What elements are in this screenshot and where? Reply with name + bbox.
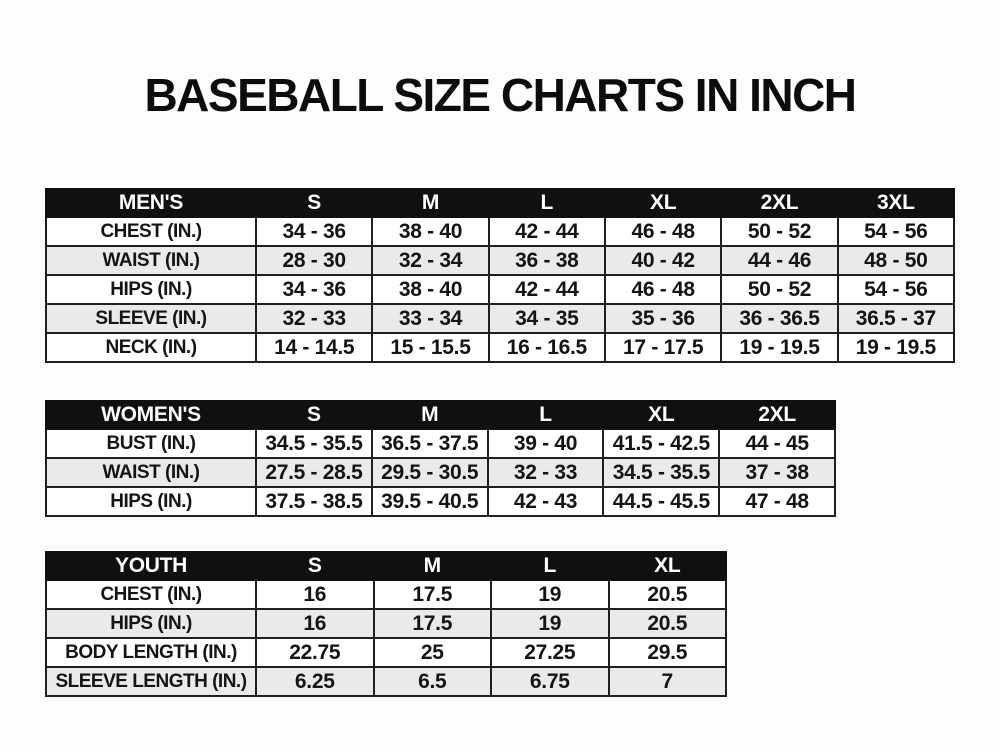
size-column-header-xl: XL xyxy=(609,552,727,580)
size-value: 37 - 38 xyxy=(719,458,835,487)
page-title: BASEBALL SIZE CHARTS IN INCH xyxy=(144,69,856,121)
size-value: 16 xyxy=(256,609,374,638)
size-value: 54 - 56 xyxy=(838,275,954,304)
measurement-label: CHEST (IN.) xyxy=(46,580,256,609)
size-value: 37.5 - 38.5 xyxy=(256,487,372,516)
womens-size-chart-section xyxy=(45,400,836,517)
size-value: 17.5 xyxy=(374,580,492,609)
size-value: 6.75 xyxy=(491,667,609,696)
size-value: 44.5 - 45.5 xyxy=(603,487,719,516)
size-value: 19 - 19.5 xyxy=(721,333,837,362)
size-value: 54 - 56 xyxy=(838,217,954,246)
size-column-header-m: M xyxy=(372,189,488,217)
size-value: 17 - 17.5 xyxy=(605,333,721,362)
size-value: 44 - 46 xyxy=(721,246,837,275)
youth-size-table xyxy=(45,551,727,697)
size-value: 36 - 38 xyxy=(489,246,605,275)
size-value: 44 - 45 xyxy=(719,429,835,458)
size-value: 16 xyxy=(256,580,374,609)
youth-table-title: YOUTH xyxy=(46,552,256,580)
table-row xyxy=(46,275,954,304)
size-value: 36.5 - 37.5 xyxy=(372,429,488,458)
size-value: 29.5 xyxy=(609,638,727,667)
size-value: 35 - 36 xyxy=(605,304,721,333)
table-row xyxy=(46,429,835,458)
size-value: 42 - 44 xyxy=(489,217,605,246)
size-value: 20.5 xyxy=(609,580,727,609)
table-row xyxy=(46,487,835,516)
size-value: 38 - 40 xyxy=(372,217,488,246)
table-row xyxy=(46,638,726,667)
womens-table-title: WOMEN'S xyxy=(46,401,256,429)
measurement-label: WAIST (IN.) xyxy=(46,246,256,275)
measurement-label: WAIST (IN.) xyxy=(46,458,256,487)
size-column-header-l: L xyxy=(488,401,604,429)
size-value: 46 - 48 xyxy=(605,217,721,246)
size-value: 41.5 - 42.5 xyxy=(603,429,719,458)
size-value: 19 xyxy=(491,609,609,638)
size-column-header-2xl: 2XL xyxy=(721,189,837,217)
size-column-header-3xl: 3XL xyxy=(838,189,954,217)
size-value: 46 - 48 xyxy=(605,275,721,304)
size-value: 7 xyxy=(609,667,727,696)
size-value: 48 - 50 xyxy=(838,246,954,275)
size-value: 27.25 xyxy=(491,638,609,667)
size-value: 42 - 43 xyxy=(488,487,604,516)
size-column-header-s: S xyxy=(256,552,374,580)
size-value: 22.75 xyxy=(256,638,374,667)
table-row xyxy=(46,667,726,696)
measurement-label: HIPS (IN.) xyxy=(46,609,256,638)
size-value: 19 xyxy=(491,580,609,609)
size-column-header-s: S xyxy=(256,189,372,217)
measurement-label: CHEST (IN.) xyxy=(46,217,256,246)
size-value: 6.25 xyxy=(256,667,374,696)
size-value: 6.5 xyxy=(374,667,492,696)
measurement-label: BODY LENGTH (IN.) xyxy=(46,638,256,667)
mens-size-table xyxy=(45,188,955,363)
size-value: 32 - 33 xyxy=(256,304,372,333)
measurement-label: HIPS (IN.) xyxy=(46,275,256,304)
size-value: 25 xyxy=(374,638,492,667)
size-column-header-m: M xyxy=(374,552,492,580)
size-column-header-xl: XL xyxy=(605,189,721,217)
measurement-label: BUST (IN.) xyxy=(46,429,256,458)
size-value: 28 - 30 xyxy=(256,246,372,275)
measurement-label: HIPS (IN.) xyxy=(46,487,256,516)
size-value: 50 - 52 xyxy=(721,275,837,304)
size-value: 32 - 34 xyxy=(372,246,488,275)
table-row xyxy=(46,609,726,638)
size-value: 50 - 52 xyxy=(721,217,837,246)
size-column-header-2xl: 2XL xyxy=(719,401,835,429)
size-value: 32 - 33 xyxy=(488,458,604,487)
youth-header-row xyxy=(46,552,726,580)
mens-size-chart-section xyxy=(45,188,955,363)
size-value: 36 - 36.5 xyxy=(721,304,837,333)
size-value: 39 - 40 xyxy=(488,429,604,458)
size-value: 29.5 - 30.5 xyxy=(372,458,488,487)
table-row xyxy=(46,304,954,333)
table-row xyxy=(46,333,954,362)
size-value: 34 - 36 xyxy=(256,275,372,304)
size-value: 33 - 34 xyxy=(372,304,488,333)
size-value: 34 - 35 xyxy=(489,304,605,333)
size-value: 14 - 14.5 xyxy=(256,333,372,362)
size-value: 34.5 - 35.5 xyxy=(256,429,372,458)
size-value: 15 - 15.5 xyxy=(372,333,488,362)
size-value: 42 - 44 xyxy=(489,275,605,304)
table-row xyxy=(46,217,954,246)
size-value: 38 - 40 xyxy=(372,275,488,304)
size-value: 20.5 xyxy=(609,609,727,638)
size-value: 39.5 - 40.5 xyxy=(372,487,488,516)
measurement-label: NECK (IN.) xyxy=(46,333,256,362)
size-column-header-l: L xyxy=(489,189,605,217)
youth-size-chart-section xyxy=(45,551,727,697)
size-value: 17.5 xyxy=(374,609,492,638)
womens-header-row xyxy=(46,401,835,429)
size-value: 47 - 48 xyxy=(719,487,835,516)
table-row xyxy=(46,580,726,609)
size-column-header-xl: XL xyxy=(603,401,719,429)
size-value: 27.5 - 28.5 xyxy=(256,458,372,487)
measurement-label: SLEEVE LENGTH (IN.) xyxy=(46,667,256,696)
size-column-header-s: S xyxy=(256,401,372,429)
table-row xyxy=(46,246,954,275)
size-value: 36.5 - 37 xyxy=(838,304,954,333)
mens-table-title: MEN'S xyxy=(46,189,256,217)
mens-header-row xyxy=(46,189,954,217)
womens-size-table xyxy=(45,400,836,517)
size-column-header-m: M xyxy=(372,401,488,429)
size-value: 34 - 36 xyxy=(256,217,372,246)
table-row xyxy=(46,458,835,487)
size-value: 16 - 16.5 xyxy=(489,333,605,362)
size-value: 34.5 - 35.5 xyxy=(603,458,719,487)
measurement-label: SLEEVE (IN.) xyxy=(46,304,256,333)
size-value: 40 - 42 xyxy=(605,246,721,275)
size-column-header-l: L xyxy=(491,552,609,580)
size-value: 19 - 19.5 xyxy=(838,333,954,362)
